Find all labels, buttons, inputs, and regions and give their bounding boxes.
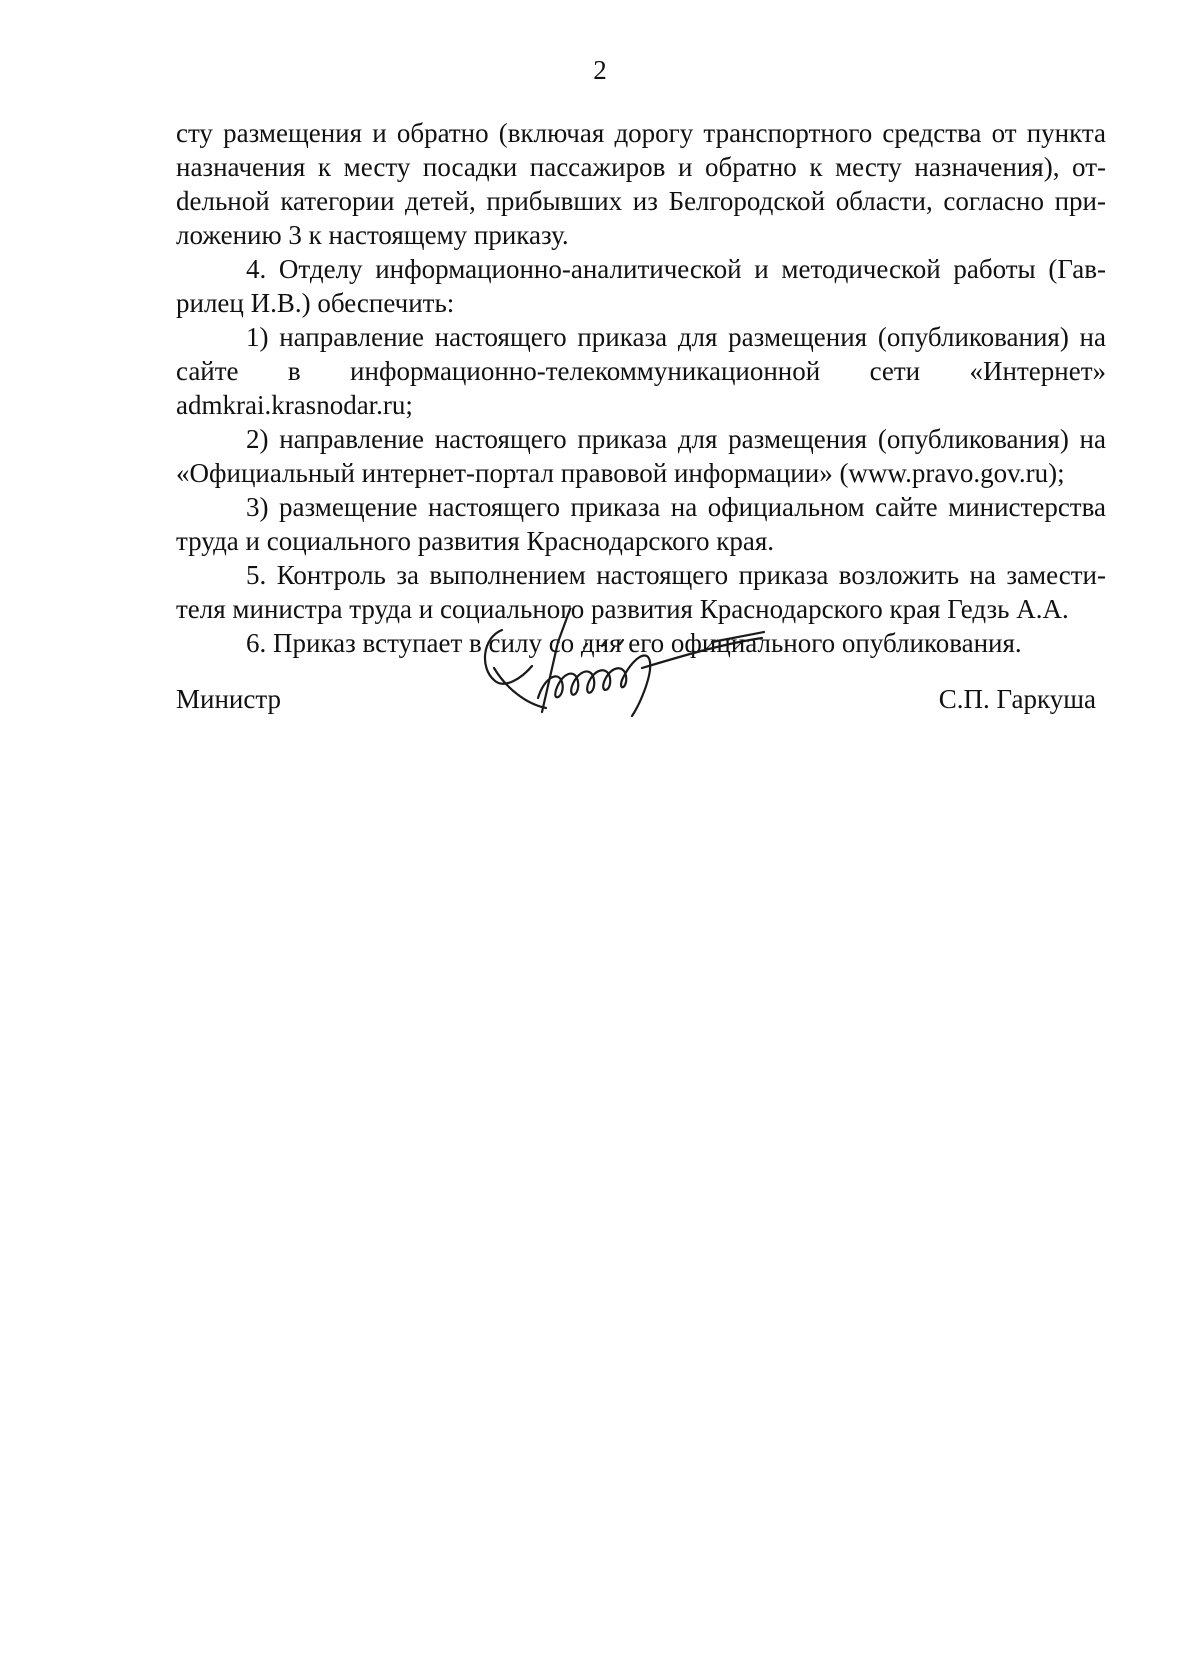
signatory-title: Министр [176, 684, 281, 714]
page-number: 2 [593, 55, 607, 85]
handwritten-signature-icon [472, 608, 772, 748]
signatory-name: С.П. Гаркуша [938, 684, 1096, 714]
paragraph-item-5: 5. Контроль за выполнением настоящего приказа возложить на заместителя министра труда и социального развития Краснодарского края Гедзь А.А. [176, 560, 1106, 624]
document-body [176, 116, 1106, 660]
paragraph-item-6: 6. Приказ вступает в силу со дня его официального опубликования. [246, 628, 1022, 658]
signature-block [176, 608, 1106, 748]
paragraph-subitem-3: 3) размещение настоящего приказа на официальном сайте министерства труда и социального развития Краснодарского края. [176, 492, 1106, 556]
paragraph-continuation: сту размещения и обратно (включая дорогу транспортного средства от пункта назначения к месту посадки пассажиров и обратно к месту назначения), отdельной категории детей, прибывших из Белгородской области, согласно приложению 3 к настоящему приказу. [176, 118, 1106, 250]
paragraph-subitem-2: 2) направление настоящего приказа для размещения (опубликования) на «Официальный интернет-портал правовой информации» (www.pravo.gov.ru); [176, 424, 1106, 488]
paragraph-item-4: 4. Отделу информационно-аналитической и методической работы (Гаврилец И.В.) обеспечить: [176, 254, 1106, 318]
paragraph-subitem-1: 1) направление настоящего приказа для размещения (опубликования) на сайте в информационно-телекоммуникационной сети «Интернет» admkrai.krasnodar.ru; [176, 322, 1106, 420]
